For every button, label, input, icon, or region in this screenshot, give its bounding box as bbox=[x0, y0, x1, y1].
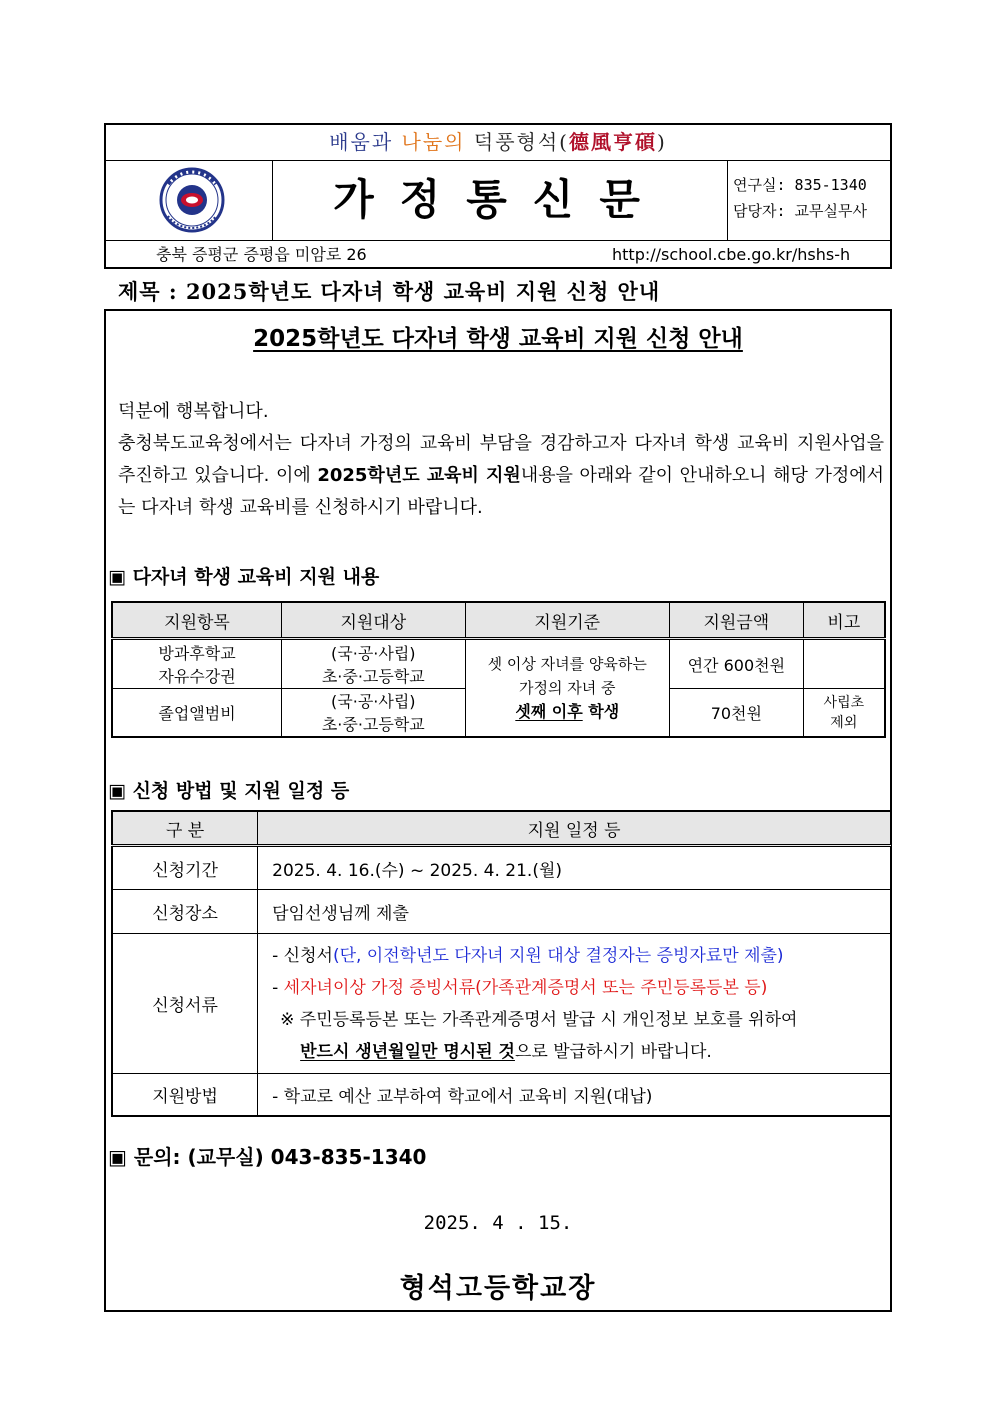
school-logo-icon bbox=[106, 160, 272, 240]
target-cell: (국·공·사립) 초·중·고등학교 bbox=[282, 639, 466, 689]
application-schedule-table bbox=[111, 810, 892, 1117]
school-url[interactable]: http://school.cbe.go.kr/hshs-h bbox=[612, 245, 851, 264]
table-header-row bbox=[112, 602, 885, 639]
table-header: 지원기준 bbox=[465, 602, 669, 639]
newsletter-header bbox=[104, 123, 892, 269]
table-header: 지원항목 bbox=[112, 602, 282, 639]
docs-value: - 신청서(단, 이전학년도 다자녀 지원 대상 결정자는 증빙자료만 제출) - 세자녀이상 가정 증빙서류(가족관계증명서 또는 주민등록등본 등) ※ 주민등록등본 또는 가족관계증명서 발급 시 개인정보 보호를 위하여 반드시 생년월일만 명시된 것으로 발급하시기 바랍니다. bbox=[258, 934, 891, 1074]
note-cell bbox=[803, 639, 885, 689]
school-motto bbox=[106, 125, 890, 161]
table-header: 비고 bbox=[803, 602, 885, 639]
table-row bbox=[112, 934, 891, 1074]
newsletter-title: 가정통신문 bbox=[272, 160, 728, 240]
contact-person: 담당자: 교무실무사 bbox=[733, 202, 867, 220]
amount-cell: 연간 600천원 bbox=[669, 639, 803, 689]
contact-info bbox=[727, 172, 898, 224]
amount-cell: 70천원 bbox=[669, 689, 803, 737]
row-label: 신청서류 bbox=[112, 934, 258, 1074]
criteria-cell: 셋 이상 자녀를 양육하는 가정의 자녀 중 셋째 이후 학생 bbox=[465, 639, 669, 737]
table-header: 지원금액 bbox=[669, 602, 803, 639]
table-header-row bbox=[112, 811, 891, 846]
section1-heading: ▣ 다자녀 학생 교육비 지원 내용 bbox=[108, 566, 380, 588]
motto-part3: 덕풍형석( bbox=[473, 130, 569, 154]
motto-close: ) bbox=[656, 130, 667, 154]
support-content-table bbox=[111, 601, 886, 738]
contact-phone: 연구실: 835-1340 bbox=[733, 176, 867, 194]
place-value: 담임선생님께 제출 bbox=[258, 890, 891, 934]
table-header: 지원대상 bbox=[282, 602, 466, 639]
school-address: 충북 증평군 증평읍 미암로 26 bbox=[156, 245, 367, 264]
table-row bbox=[112, 846, 891, 890]
document-title: 2025학년도 다자녀 학생 교육비 지원 신청 안내 bbox=[253, 326, 743, 352]
square-bullet-icon: ▣ bbox=[108, 780, 126, 802]
table-row bbox=[112, 639, 885, 689]
contact-section: ▣ 문의: (교무실) 043-835-1340 bbox=[108, 1145, 427, 1169]
note-cell: 사립초 제외 bbox=[803, 689, 885, 737]
principal-signature: 형석고등학교장 bbox=[399, 1273, 597, 1304]
target-cell: (국·공·사립) 초·중·고등학교 bbox=[282, 689, 466, 737]
period-value: 2025. 4. 16.(수) ~ 2025. 4. 21.(월) bbox=[258, 846, 891, 890]
row-label: 신청장소 bbox=[112, 890, 258, 934]
motto-hanja: 德風亨碩 bbox=[568, 130, 657, 154]
item-cell: 방과후학교 자유수강권 bbox=[112, 639, 282, 689]
row-label: 지원방법 bbox=[112, 1074, 258, 1116]
greeting: 덕분에 행복합니다. bbox=[118, 401, 269, 422]
table-header: 지원 일정 등 bbox=[258, 811, 891, 846]
square-bullet-icon: ▣ bbox=[108, 1145, 127, 1169]
row-label: 신청기간 bbox=[112, 846, 258, 890]
issue-date: 2025. 4 . 15. bbox=[423, 1212, 573, 1234]
motto-part1: 배움과 bbox=[329, 130, 394, 154]
motto-part2: 나눔의 bbox=[401, 130, 466, 154]
table-row bbox=[112, 1074, 891, 1116]
section2-heading: ▣ 신청 방법 및 지원 일정 등 bbox=[108, 780, 350, 802]
table-row bbox=[112, 890, 891, 934]
square-bullet-icon: ▣ bbox=[108, 566, 126, 588]
method-value: - 학교로 예산 교부하여 학교에서 교육비 지원(대납) bbox=[258, 1074, 891, 1116]
table-header: 구 분 bbox=[112, 811, 258, 846]
intro-paragraph: 충청북도교육청에서는 다자녀 가정의 교육비 부담을 경감하고자 다자녀 학생 교육비 지원사업을 추진하고 있습니다. 이에 2025학년도 교육비 지원내용을 아래와 같이 안내하오니 해당 가정에서는 다자녀 학생 교육비를 신청하시기 바랍니다. bbox=[118, 433, 884, 518]
subject-line: 제목 : 2025학년도 다자녀 학생 교육비 지원 신청 안내 bbox=[118, 279, 661, 304]
item-cell: 졸업앨범비 bbox=[112, 689, 282, 737]
